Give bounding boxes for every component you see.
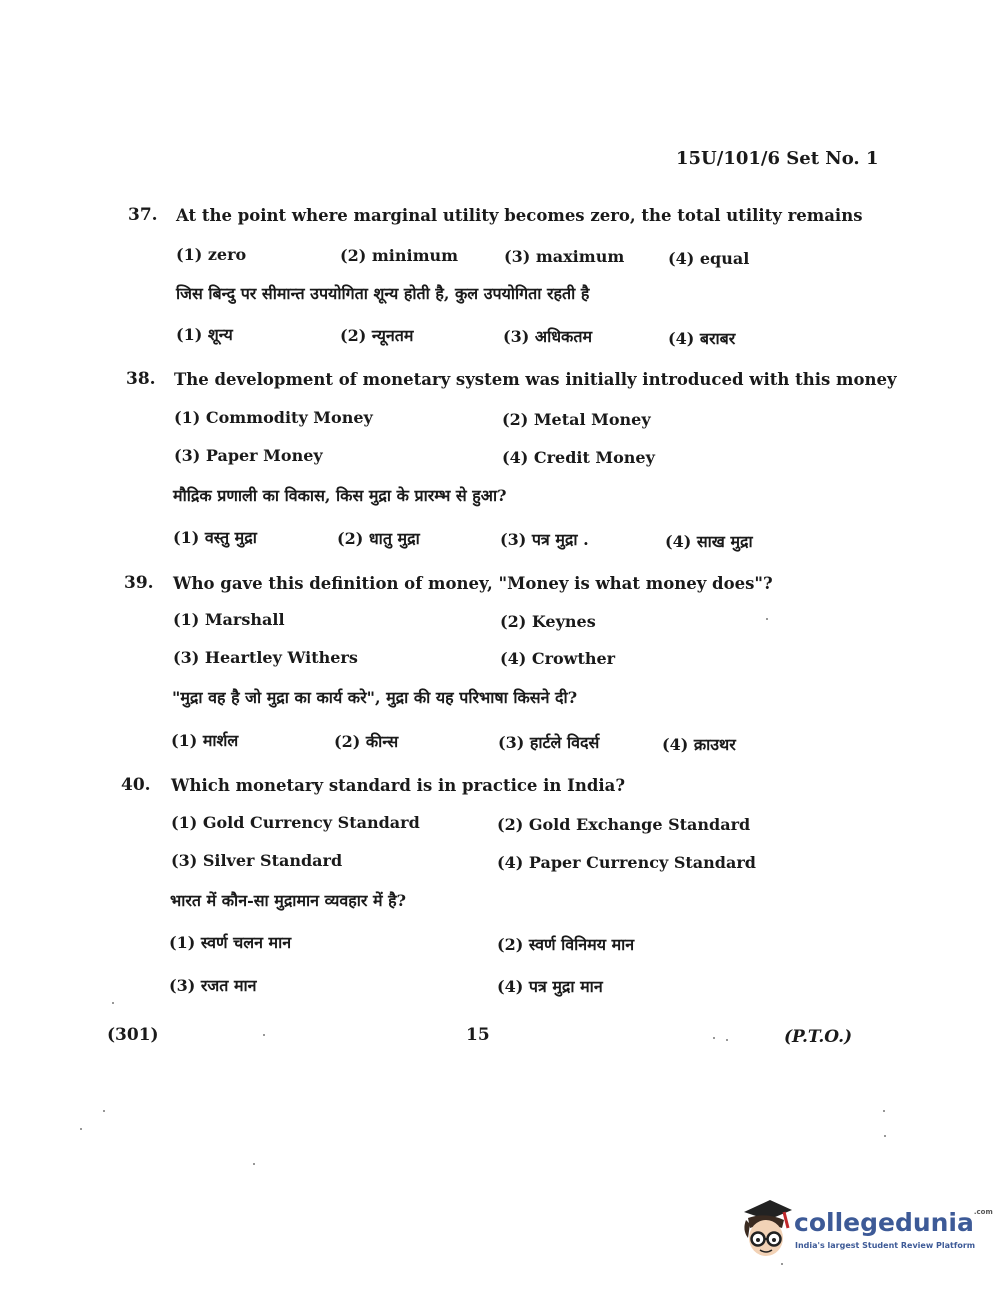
scan-speck <box>781 1263 783 1265</box>
option-hi-3: (3) पत्र मुद्रा . <box>500 530 589 549</box>
option-en-3: (3) Heartley Withers <box>173 648 358 667</box>
scan-speck <box>726 1039 728 1041</box>
option-en-1: (1) zero <box>176 245 247 264</box>
option-hi-2: (2) धातु मुद्रा <box>337 529 420 548</box>
scan-speck <box>263 1034 265 1036</box>
option-hi-1: (1) वस्तु मुद्रा <box>173 528 257 547</box>
option-hi-3: (3) अधिकतम <box>503 327 593 346</box>
option-hi-4: (4) बराबर <box>668 329 736 348</box>
brand-tagline: India's largest Student Review Platform <box>795 1241 976 1250</box>
option-hi-3: (3) रजत मान <box>169 976 257 995</box>
option-en-2: (2) minimum <box>340 246 459 265</box>
option-en-1: (1) Gold Currency Standard <box>171 813 420 832</box>
scan-speck <box>112 1002 114 1004</box>
question-text-hi: जिस बिन्दु पर सीमान्त उपयोगिता शून्य होती है, कुल उपयोगिता रहती है <box>176 284 590 303</box>
option-hi-4: (4) पत्र मुद्रा मान <box>497 977 603 996</box>
question-text-en: The development of monetary system was initially introduced with this money <box>174 370 897 389</box>
question-number: 37. <box>128 205 158 225</box>
option-en-2: (2) Gold Exchange Standard <box>497 815 751 834</box>
option-en-3: (3) Silver Standard <box>171 851 343 870</box>
scan-speck <box>766 618 768 620</box>
student-mascot-icon <box>738 1198 794 1260</box>
option-en-2: (2) Metal Money <box>502 410 651 429</box>
option-hi-3: (3) हार्टले विदर्स <box>498 733 600 752</box>
option-hi-1: (1) मार्शल <box>171 731 239 750</box>
option-en-2: (2) Keynes <box>500 612 596 631</box>
question-text-en: Which monetary standard is in practice in India? <box>171 776 626 795</box>
option-en-1: (1) Commodity Money <box>174 408 373 427</box>
question-text-hi: भारत में कौन-सा मुद्रामान व्यवहार में है? <box>170 891 407 910</box>
collegedunia-watermark <box>738 1198 993 1262</box>
brand-name <box>794 1208 993 1237</box>
option-en-3: (3) Paper Money <box>174 446 323 465</box>
pto-label: (P.T.O.) <box>784 1027 853 1047</box>
question-text-hi: "मुद्रा वह है जो मुद्रा का कार्य करे", मुद्रा की यह परिभाषा किसने दी? <box>172 688 578 707</box>
option-hi-2: (2) कीन्स <box>334 732 399 751</box>
question-number: 40. <box>121 775 151 795</box>
option-en-1: (1) Marshall <box>173 610 285 629</box>
scan-speck <box>884 1135 886 1137</box>
scan-speck <box>713 1037 715 1039</box>
paper-code: 15U/101/6 Set No. 1 <box>676 148 879 169</box>
question-text-en: At the point where marginal utility becomes zero, the total utility remains <box>176 206 863 225</box>
option-hi-4: (4) साख मुद्रा <box>665 532 753 551</box>
brand-wordmark: collegedunia <box>794 1208 974 1237</box>
brand-domain: .com <box>973 1208 993 1216</box>
option-en-4: (4) Credit Money <box>502 448 655 467</box>
scan-speck <box>103 1110 105 1112</box>
question-text-hi: मौद्रिक प्रणाली का विकास, किस मुद्रा के प्रारम्भ से हुआ? <box>173 486 507 505</box>
scan-speck <box>883 1110 885 1112</box>
option-en-4: (4) equal <box>668 249 750 268</box>
option-hi-4: (4) क्राउथर <box>662 735 736 754</box>
question-number: 39. <box>124 573 154 593</box>
option-hi-1: (1) स्वर्ण चलन मान <box>169 933 292 952</box>
option-hi-2: (2) स्वर्ण विनिमय मान <box>497 935 635 954</box>
option-en-4: (4) Paper Currency Standard <box>497 853 756 872</box>
option-en-4: (4) Crowther <box>500 649 616 668</box>
question-text-en: Who gave this definition of money, "Money is what money does"? <box>173 574 773 593</box>
question-number: 38. <box>126 369 156 389</box>
scan-speck <box>80 1128 82 1130</box>
page-number: 15 <box>466 1025 490 1045</box>
option-hi-1: (1) शून्य <box>176 325 233 344</box>
option-en-3: (3) maximum <box>504 247 625 266</box>
option-hi-2: (2) न्यूनतम <box>340 326 414 345</box>
footer-code: (301) <box>107 1025 159 1045</box>
scan-speck <box>253 1163 255 1165</box>
